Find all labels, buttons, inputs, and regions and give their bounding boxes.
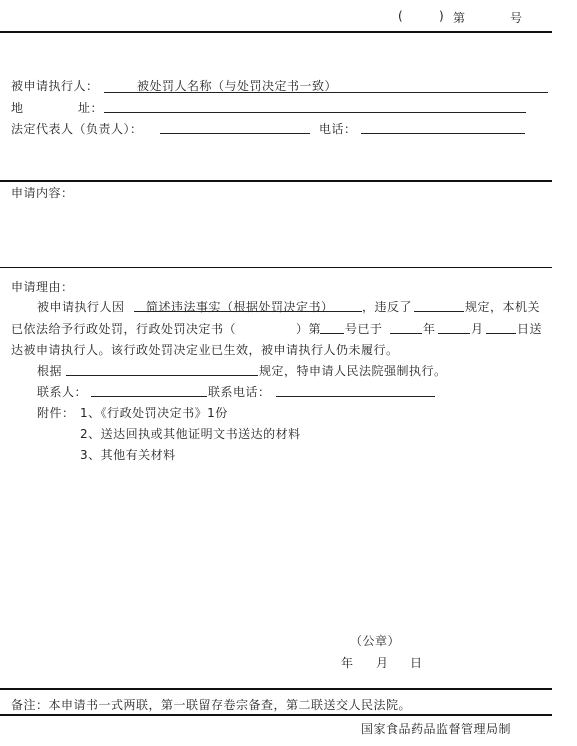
reason-line2-a: 已依法给予行政处罚，行政处罚决定书（ — [11, 322, 237, 336]
case-number-paren-open: ( — [398, 9, 404, 23]
day-underline — [486, 333, 516, 334]
attachment-2: 2、送达回执或其他证明文书送达的材料 — [80, 427, 301, 441]
case-number-di: 第 — [453, 11, 466, 25]
contact-phone-label: 联系电话： — [208, 385, 271, 399]
reason-line1-c: 规定，本机关 — [465, 300, 541, 314]
respondent-name: 被处罚人名称（与处罚决定书一致） — [137, 79, 338, 93]
reason-line4-b: 规定，特申请人民法院强制执行。 — [259, 364, 447, 378]
footer-note: 备注：本申请书一式两联，第一联留存卷宗备查，第二联送交人民法院。 — [11, 698, 412, 712]
contact-phone-underline — [276, 396, 435, 397]
reason-line2-b: ）第 — [296, 322, 322, 336]
signature-day: 日 — [410, 656, 423, 670]
address-label-1: 地 — [11, 101, 24, 115]
contact-label: 联系人： — [37, 385, 88, 399]
top-rule — [0, 31, 552, 33]
contact-underline — [91, 396, 207, 397]
year-underline — [390, 333, 422, 334]
reason-line1-a: 被申请执行人因 — [37, 300, 125, 314]
phone-underline — [361, 133, 525, 134]
case-number-hao: 号 — [510, 11, 523, 25]
reason-month: 月 — [471, 322, 484, 336]
reason-line1-b: ，违反了 — [362, 300, 413, 314]
legal-rep-label: 法定代表人（负责人）： — [11, 122, 143, 136]
footer-rule-bottom — [0, 714, 552, 716]
attachment-3: 3、其他有关材料 — [80, 448, 176, 462]
reason-year: 年 — [423, 322, 436, 336]
violation-fact-underline — [134, 311, 362, 312]
regulation-underline-1 — [414, 311, 464, 312]
respondent-underline — [104, 92, 548, 93]
reason-line4-a: 根据 — [37, 364, 63, 378]
phone-label: 电话： — [319, 122, 357, 136]
reason-day: 日送 — [517, 322, 543, 336]
attachment-1: 1、《行政处罚决定书》1份 — [80, 406, 228, 420]
reason-line2-c: 号已于 — [345, 322, 383, 336]
decision-number-underline — [320, 333, 344, 334]
section-rule-1 — [0, 180, 552, 182]
application-reason-label: 申请理由： — [11, 280, 74, 294]
signature-year: 年 — [341, 656, 354, 670]
attachments-label: 附件： — [37, 406, 75, 420]
signature-month: 月 — [376, 656, 389, 670]
reason-line3: 达被申请执行人。该行政处罚决定业已生效，被申请执行人仍未履行。 — [11, 343, 399, 357]
regulation-underline-2 — [66, 375, 258, 376]
address-underline — [104, 112, 526, 113]
case-number-paren-close: ) — [439, 9, 445, 23]
application-content-label: 申请内容： — [11, 186, 74, 200]
section-rule-2 — [0, 267, 552, 268]
footer-rule-top — [0, 688, 552, 690]
respondent-label: 被申请执行人： — [11, 79, 99, 93]
address-label-2: 址： — [78, 101, 104, 115]
month-underline — [438, 333, 470, 334]
issuer: 国家食品药品监督管理局制 — [361, 722, 512, 736]
official-seal-label: （公章） — [350, 634, 401, 648]
violation-fact: 简述违法事实（根据处罚决定书） — [146, 300, 334, 314]
legal-rep-underline — [160, 133, 310, 134]
